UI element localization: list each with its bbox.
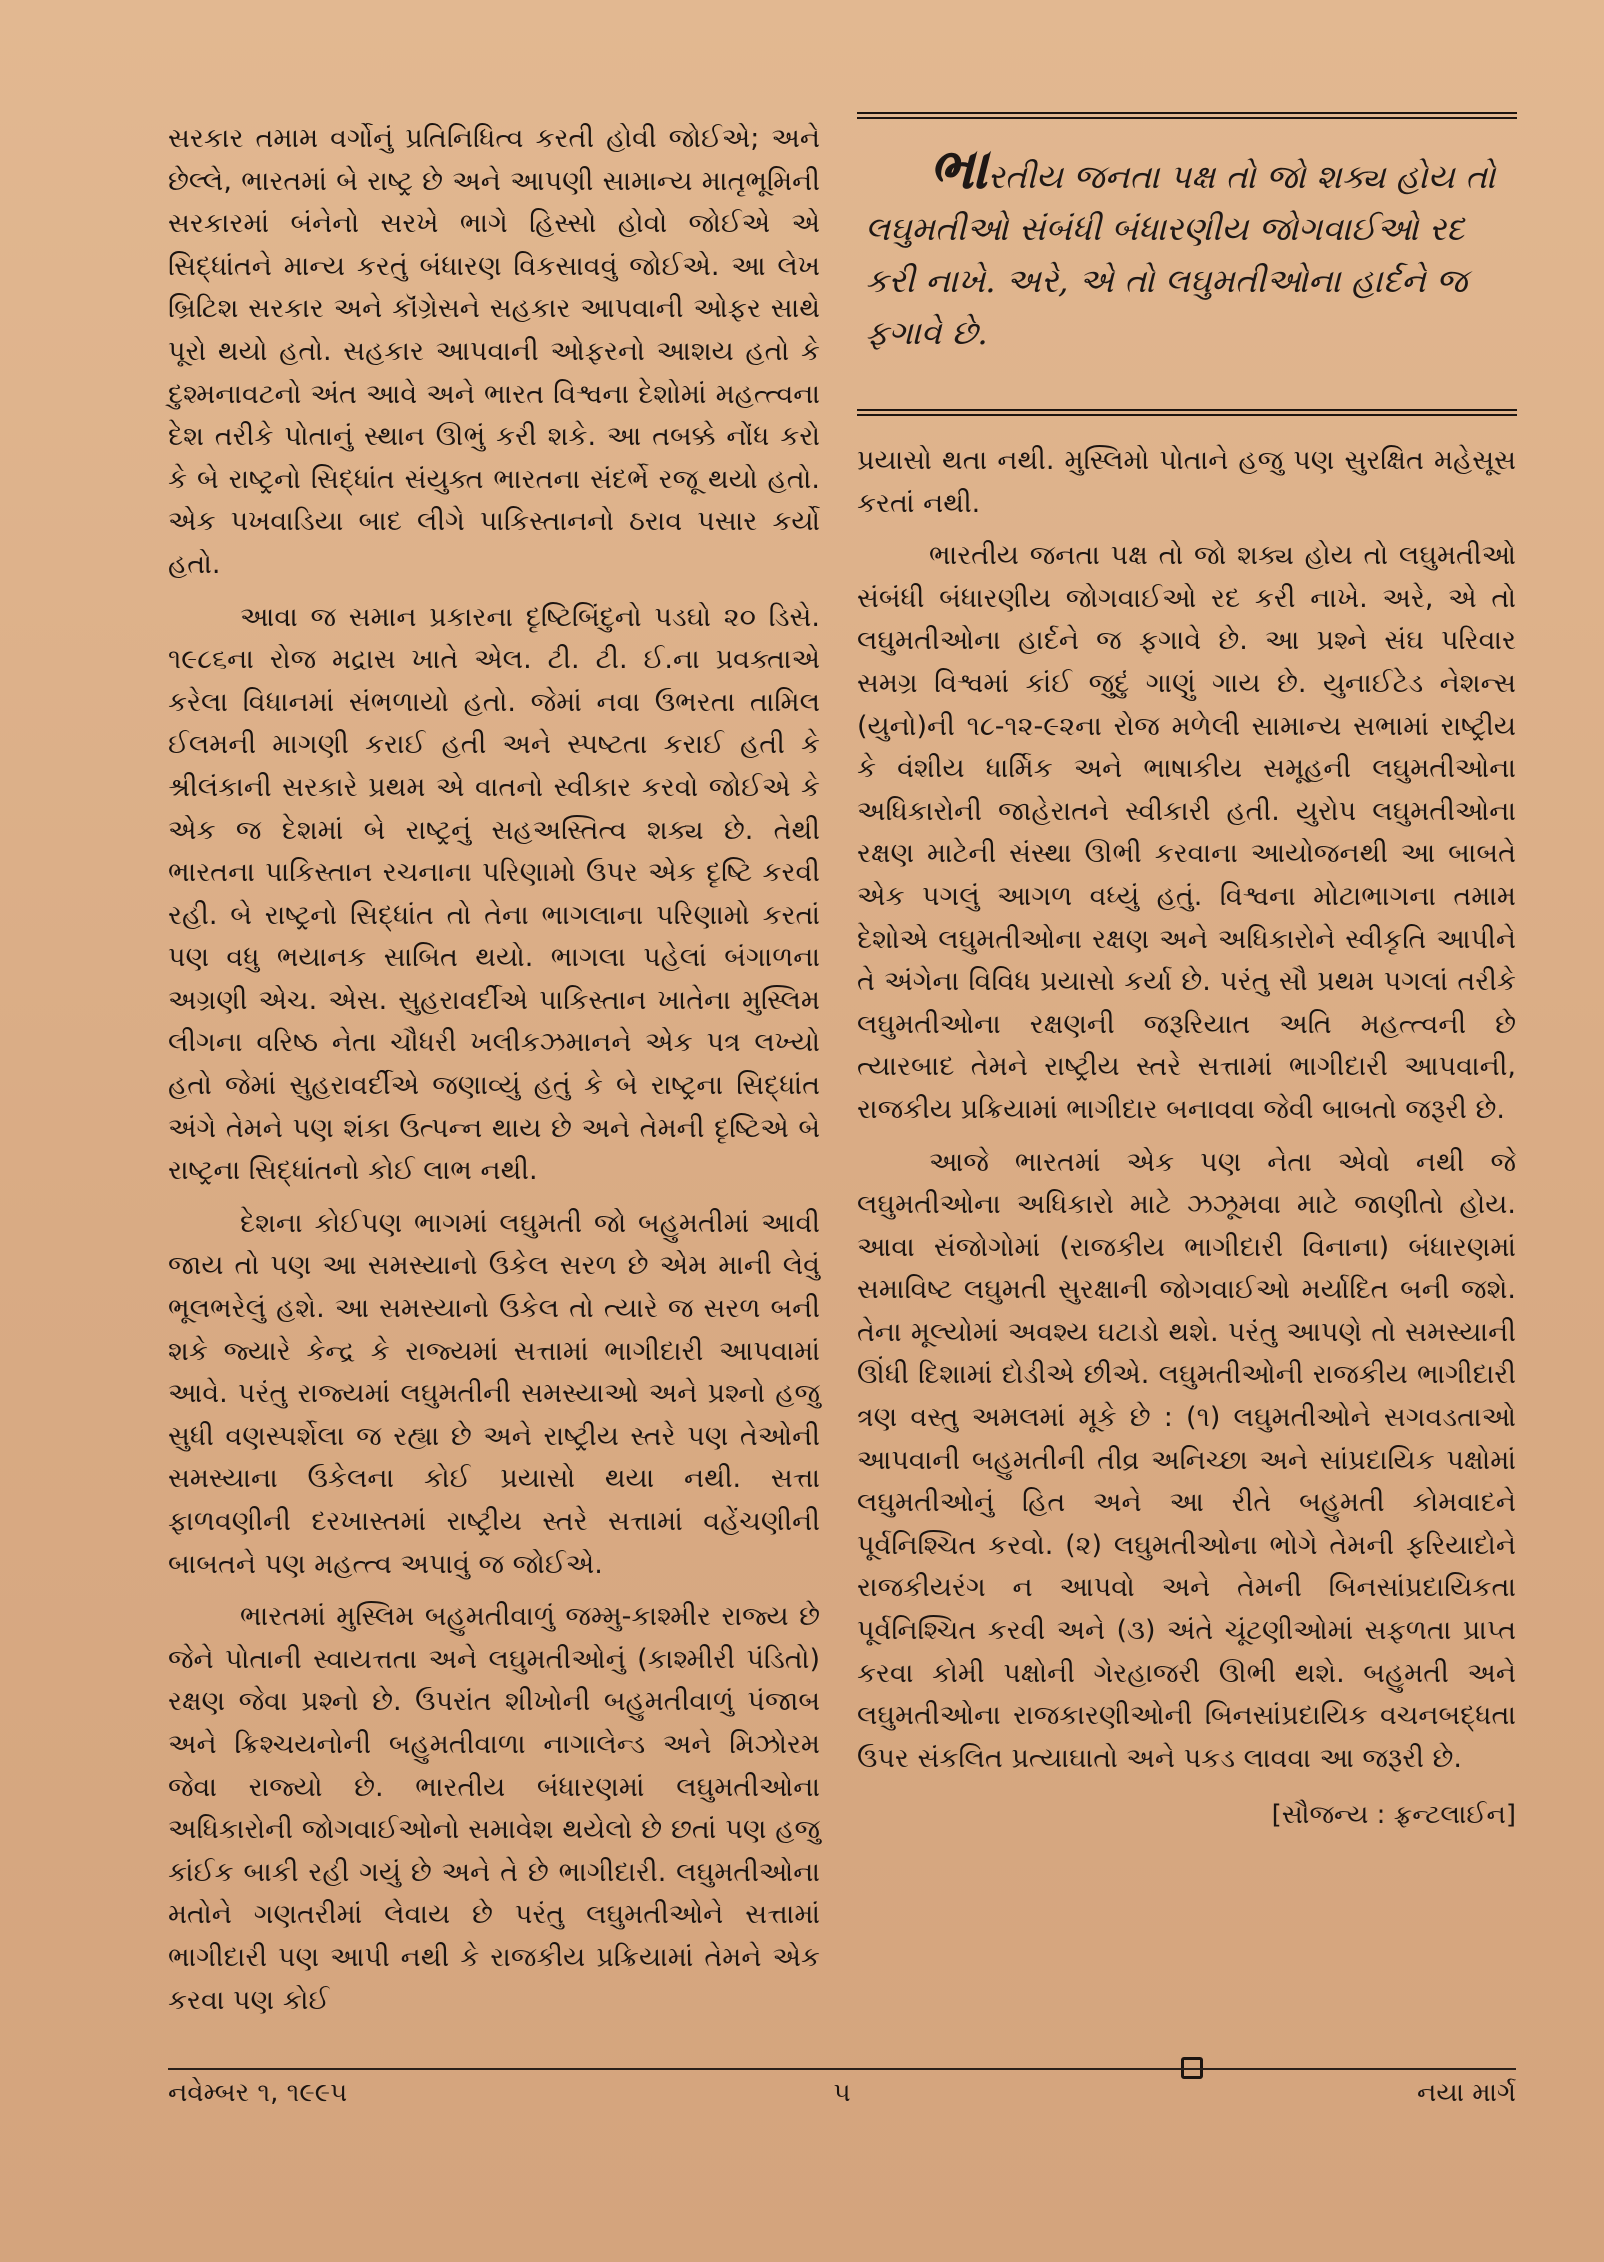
footer-divider [168,2068,1516,2070]
pull-quote [857,112,1517,414]
paragraph: આજે ભારતમાં એક પણ નેતા એવો નથી જે લઘુમતીઓના અધિકારો માટે ઝઝૂમવા માટે જાણીતો હોય. આવા સંજોગોમાં (રાજકીય ભાગીદારી વિનાના) બંધારણમાં સમાવિષ્ટ લઘુમતી સુરક્ષાની જોગવાઈઓ મર્યાદિત બની જશે. તેના મૂલ્યોમાં અવશ્ય ઘટાડો થશે. પરંતુ આપણે તો સમસ્યાની ઊંધી દિશામાં દોડીએ છીએ. લઘુમતીઓની રાજકીય ભાગીદારી ત્રણ વસ્તુ અમલમાં મૂકે છે : (૧) લઘુમતીઓને સગવડતાઓ આપવાની બહુમતીની તીવ્ર અનિચ્છા અને સાંપ્રદાયિક પક્ષોમાં લઘુમતીઓનું હિત અને આ રીતે બહુમતી કોમવાદને પૂર્વનિશ્ચિત કરવો. (૨) લઘુમતીઓના ભોગે તેમની ફરિયાદોને રાજકીયરંગ ન આપવો અને તેમની બિનસાંપ્રદાયિકતા પૂર્વનિશ્ચિત કરવી અને (૩) અંતે ચૂંટણીઓમાં સફળતા પ્રાપ્ત કરવા કોમી પક્ષોની ગેરહાજરી ઊભી થશે. બહુમતી અને લઘુમતીઓના રાજકારણીઓની બિનસાંપ્રદાયિક વચનબદ્ધતા ઉપર સંકલિત પ્રત્યાઘાતો અને પકડ લાવવા આ જરૂરી છે. [857,1146,1516,1774]
page-number: ૫ [833,2078,851,2108]
paragraph: પ્રયાસો થતા નથી. મુસ્લિમો પોતાને હજુ પણ સુરક્ષિત મહેસૂસ કરતાં નથી. [857,445,1516,519]
paragraph: સરકાર તમામ વર્ગોનું પ્રતિનિધિત્વ કરતી હોવી જોઈએ; અને છેલ્લે, ભારતમાં બે રાષ્ટ્ર છે અને આપણી સામાન્ય માતૃભૂમિની સરકારમાં બંનેનો સરખે ભાગે હિસ્સો હોવો જોઈએ એ સિદ્ધાંતને માન્ય કરતું બંધારણ વિકસાવવું જોઈએ. આ લેખ બ્રિટિશ સરકાર અને કૉંગ્રેસને સહકાર આપવાની ઓફર સાથે પૂરો થયો હતો. સહકાર આપવાની ઓફરનો આશય હતો કે દુશ્મનાવટનો અંત આવે અને ભારત વિશ્વના દેશોમાં મહત્ત્વના દેશ તરીકે પોતાનું સ્થાન ઊભું કરી શકે. આ તબક્કે નોંધ કરો કે બે રાષ્ટ્રનો સિદ્ધાંત સંયુક્ત ભારતના સંદર્ભે રજૂ થયો હતો. એક પખવાડિયા બાદ લીગે પાકિસ્તાનનો ઠરાવ પસાર કર્યો હતો. [168,123,820,580]
drop-initial: ભા [929,136,988,202]
page-footer [168,2072,1516,2116]
pull-quote-body: રતીય જનતા પક્ષ તો જો શક્ય હોય તો લઘુમતીઓ સંબંધી બંધારણીય જોગવાઈઓ રદ કરી નાખે. અરે, એ તો લઘુમતીઓના હાર્દને જ ફગાવે છે. [865,157,1496,352]
double-rule [857,409,1517,416]
publication-name: નયા માર્ગ [1416,2078,1516,2108]
right-column-body [857,440,1516,1837]
left-column [168,118,820,2032]
paragraph: આવા જ સમાન પ્રકારના દૃષ્ટિબિંદુનો પડઘો ૨૦ ડિસે. ૧૯૮૬ના રોજ મદ્રાસ ખાતે એલ. ટી. ટી. ઈ.ના પ્રવક્તાએ કરેલા વિધાનમાં સંભળાયો હતો. જેમાં નવા ઉભરતા તામિલ ઈલમની માગણી કરાઈ હતી અને સ્પષ્ટતા કરાઈ હતી કે શ્રીલંકાની સરકારે પ્રથમ એ વાતનો સ્વીકાર કરવો જોઈએ કે એક જ દેશમાં બે રાષ્ટ્રનું સહઅસ્તિત્વ શક્ય છે. તેથી ભારતના પાકિસ્તાન રચનાના પરિણામો ઉપર એક દૃષ્ટિ કરવી રહી. બે રાષ્ટ્રનો સિદ્ધાંત તો તેના ભાગલાના પરિણામો કરતાં પણ વધુ ભયાનક સાબિત થયો. ભાગલા પહેલાં બંગાળના અગ્રણી એચ. એસ. સુહરાવર્દીએ પાકિસ્તાન ખાતેના મુસ્લિમ લીગના વરિષ્ઠ નેતા ચૌધરી ખલીકઝમાનને એક પત્ર લખ્યો હતો જેમાં સુહરાવર્દીએ જણાવ્યું હતું કે બે રાષ્ટ્રના સિદ્ધાંત અંગે તેમને પણ શંકા ઉત્પન્ન થાય છે અને તેમની દૃષ્ટિએ બે રાષ્ટ્રના સિદ્ધાંતનો કોઈ લાભ નથી. [168,601,820,1187]
paragraph: ભારતીય જનતા પક્ષ તો જો શક્ય હોય તો લઘુમતીઓ સંબંધી બંધારણીય જોગવાઈઓ રદ કરી નાખે. અરે, એ તો લઘુમતીઓના હાર્દને જ ફગાવે છે. આ પ્રશ્ને સંઘ પરિવાર સમગ્ર વિશ્વમાં કાંઈ જુદું ગાણું ગાય છે. યુનાઈટેડ નેશન્સ (યુનો)ની ૧૮-૧૨-૯૨ના રોજ મળેલી સામાન્ય સભામાં રાષ્ટ્રીય કે વંશીય ધાર્મિક અને ભાષાકીય સમૂહની લઘુમતીઓના અધિકારોની જાહેરાતને સ્વીકારી હતી. યુરોપ લઘુમતીઓના રક્ષણ માટેની સંસ્થા ઊભી કરવાના આયોજનથી આ બાબતે એક પગલું આગળ વધ્યું હતું. વિશ્વના મોટાભાગના તમામ દેશોએ લઘુમતીઓના રક્ષણ અને અધિકારોને સ્વીકૃતિ આપીને તે અંગેના વિવિધ પ્રયાસો કર્યા છે. પરંતુ સૌ પ્રથમ પગલાં તરીકે લઘુમતીઓના રક્ષણની જરૂરિયાત અતિ મહત્ત્વની છે ત્યારબાદ તેમને રાષ્ટ્રીય સ્તરે સત્તામાં ભાગીદારી આપવાની, રાજકીય પ્રક્રિયામાં ભાગીદાર બનાવવા જેવી બાબતો જરૂરી છે. [857,540,1516,1125]
paragraph: ભારતમાં મુસ્લિમ બહુમતીવાળું જમ્મુ-કાશ્મીર રાજ્ય છે જેને પોતાની સ્વાયત્તતા અને લઘુમતીઓનું (કાશ્મીરી પંડિતો) રક્ષણ જેવા પ્રશ્નો છે. ઉપરાંત શીખોની બહુમતીવાળું પંજાબ અને ક્રિશ્ચયનોની બહુમતીવાળા નાગાલેન્ડ અને મિઝોરમ જેવા રાજ્યો છે. ભારતીય બંધારણમાં લઘુમતીઓના અધિકારોની જોગવાઈઓનો સમાવેશ થયેલો છે છતાં પણ હજુ કાંઈક બાકી રહી ગયું છે અને તે છે ભાગીદારી. લઘુમતીઓના મતોને ગણતરીમાં લેવાય છે પરંતુ લઘુમતીઓને સત્તામાં ભાગીદારી પણ આપી નથી કે રાજકીય પ્રક્રિયામાં તેમને એક કરવા પણ કોઈ [168,1601,820,2016]
paragraph: દેશના કોઈપણ ભાગમાં લઘુમતી જો બહુમતીમાં આવી જાય તો પણ આ સમસ્યાનો ઉકેલ સરળ છે એમ માની લેવું ભૂલભરેલું હશે. આ સમસ્યાનો ઉકેલ તો ત્યારે જ સરળ બની શકે જ્યારે કેન્દ્ર કે રાજ્યમાં સત્તામાં ભાગીદારી આપવામાં આવે. પરંતુ રાજ્યમાં લઘુમતીની સમસ્યાઓ અને પ્રશ્નો હજુ સુધી વણસ્પર્શેલા જ રહ્યા છે અને રાષ્ટ્રીય સ્તરે પણ તેઓની સમસ્યાના ઉકેલના કોઈ પ્રયાસો થયા નથી. સત્તા ફાળવણીની દરખાસ્તમાં રાષ્ટ્રીય સ્તરે સત્તામાં વહેંચણીની બાબતને પણ મહત્ત્વ અપાવું જ જોઈએ. [168,1207,820,1580]
issue-date: નવેમ્બર ૧, ૧૯૯૫ [168,2078,348,2108]
source-credit: [સૌજન્ય : ફ્રન્ટલાઈન] [1271,1800,1516,1831]
pull-quote-text [865,136,1509,359]
